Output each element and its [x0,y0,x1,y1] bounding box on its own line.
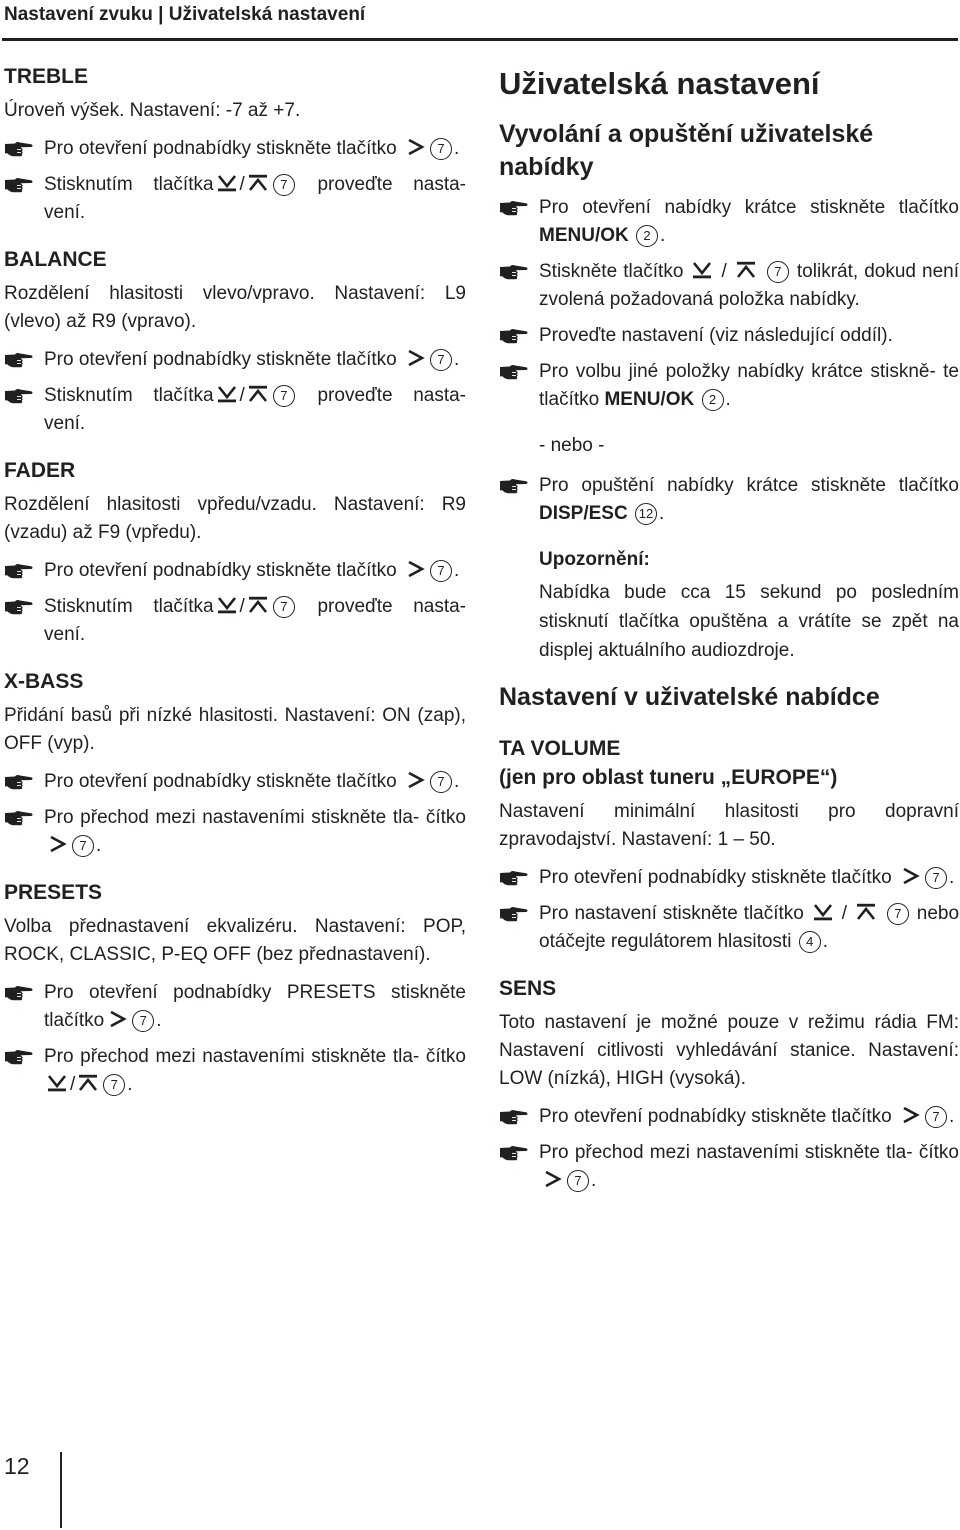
pointing-hand-icon [4,177,34,193]
button-number-badge: 7 [72,835,94,857]
button-number-badge: 7 [430,560,452,582]
step-item: Pro volbu jiné položky nabídky krátce stiskně- te tlačítko MENU/OK 2 . [499,358,959,414]
treble-description: Úroveň výšek. Nastavení: -7 až +7. [4,100,301,121]
menu-steps [499,194,959,414]
button-number-badge: 7 [103,1074,125,1096]
chevron-right-icon [404,771,426,789]
fader-section [4,456,466,649]
step-item: Pro otevření podnabídky stiskněte tlačítko 7 . [4,768,466,796]
down-bar-icon [216,385,238,403]
pointing-hand-icon [4,563,34,579]
pointing-hand-icon [499,364,529,380]
menu-ok-key: MENU/OK [604,389,695,410]
pointing-hand-icon [499,906,529,922]
chevron-right-icon [899,867,921,885]
presets-description: Volba přednastavení ekvalizéru. Nastavení: POP, ROCK, CLASSIC, P-EQ OFF (bez přednastavení). [4,916,466,965]
step-item: Stisknutím tlačítka / 7 proveďte nasta- vení. [4,382,466,438]
step-item: Pro přechod mezi nastaveními stiskněte tla- čítko/ 7 . [4,1043,466,1099]
pointing-hand-icon [499,1145,529,1161]
step-item: Pro přechod mezi nastaveními stiskněte tla- čítko7 . [499,1139,959,1195]
pointing-hand-icon [4,352,34,368]
note-text: Nabídka bude cca 15 sekund po posledním stisknutí tlačítka opuštěna a vrátíte se zpět na displej aktuálního audiozdroje. [539,582,959,661]
ta-volume-subheading: (jen pro oblast tuneru „EUROPE“) [499,766,838,789]
step-item: Pro otevření podnabídky stiskněte tlačítko 7 . [4,557,466,585]
page-number: 12 [4,1453,30,1479]
or-separator: - nebo - [539,435,605,456]
balance-description: Rozdělení hlasitosti vlevo/vpravo. Nastavení: L9 (vlevo) až R9 (vpravo). [4,283,466,332]
menu-ok-key: MENU/OK [539,225,629,246]
button-number-badge: 2 [702,389,724,411]
button-number-badge: 7 [430,138,452,160]
header-divider [2,38,958,41]
pointing-hand-icon [4,774,34,790]
step-item: Pro otevření podnabídky stiskněte tlačítko 7 . [4,346,466,374]
treble-heading: TREBLE [4,65,88,88]
sens-heading: SENS [499,977,557,1000]
ta-volume-heading: TA VOLUME [499,737,621,760]
chevron-right-icon [404,560,426,578]
sens-description: Toto nastavení je možné pouze v režimu rádia FM: Nastavení citlivosti vyhledávání stanice. Nastavení: LOW (nízká), HIGH (vysoká). [499,1012,959,1089]
chevron-right-icon [899,1106,921,1124]
page-header: Nastavení zvuku | Uživatelská nastavení [4,4,366,25]
pointing-hand-icon [499,200,529,216]
chevron-right-icon [46,835,68,853]
down-bar-icon [691,261,713,279]
xbass-section [4,667,466,860]
user-menu-settings-section [499,681,959,1195]
pointing-hand-icon [4,388,34,404]
xbass-description: Přidání basů při nízké hlasitosti. Nastavení: ON (zap), OFF (vyp). [4,705,466,754]
pointing-hand-icon [4,141,34,157]
up-bar-icon [77,1074,99,1092]
chevron-right-icon [404,138,426,156]
pointing-hand-icon [4,1049,34,1065]
xbass-heading: X-BASS [4,670,84,693]
button-number-badge: 7 [567,1170,589,1192]
menu-open-close-section [499,118,959,665]
fader-description: Rozdělení hlasitosti vpředu/vzadu. Nastavení: R9 (vzadu) až F9 (vpředu). [4,494,466,543]
pointing-hand-icon [4,985,34,1001]
treble-section [4,62,466,227]
down-bar-icon [216,174,238,192]
step-item: Stisknutím tlačítka / 7 proveďte nasta- vení. [4,171,466,227]
chevron-right-icon [404,349,426,367]
menu-exit-steps [499,472,959,528]
button-number-badge: 4 [799,931,821,953]
pointing-hand-icon [4,599,34,615]
up-bar-icon [247,174,269,192]
step-item: Pro otevření podnabídky stiskněte tlačítko 7 . [499,1103,959,1131]
pointing-hand-icon [499,328,529,344]
down-bar-icon [46,1074,68,1092]
left-column [4,62,466,1117]
button-number-badge: 7 [273,596,295,618]
chevron-right-icon [106,1010,128,1028]
step-item: Pro otevření podnabídky stiskněte tlačítko 7 . [499,864,959,892]
step-item: Pro otevření nabídky krátce stiskněte tlačítko MENU/OK 2 . [499,194,959,250]
up-bar-icon [735,261,757,279]
button-number-badge: 7 [887,903,909,925]
step-item: Pro opuštění nabídky krátce stiskněte tlačítko DISP/ESC 12 . [499,472,959,528]
button-number-badge: 7 [430,771,452,793]
pointing-hand-icon [499,478,529,494]
step-item: Proveďte nastavení (viz následující oddíl). [499,322,959,350]
down-bar-icon [812,903,834,921]
step-item: Pro otevření podnabídky stiskněte tlačítko 7 . [4,135,466,163]
pointing-hand-icon [499,870,529,886]
note-heading: Upozornění: [539,549,650,570]
button-number-badge: 12 [635,503,657,525]
balance-steps [4,346,466,438]
up-bar-icon [247,596,269,614]
button-number-badge: 7 [273,385,295,407]
step-item: Stiskněte tlačítko / 7 tolikrát, dokud není zvolená požadovaná položka nabídky. [499,258,959,314]
step-item: Pro otevření podnabídky PRESETS stiskněte tlačítko 7 . [4,979,466,1035]
button-number-badge: 7 [767,261,789,283]
down-bar-icon [216,596,238,614]
button-number-badge: 7 [925,1106,947,1128]
up-bar-icon [855,903,877,921]
up-bar-icon [247,385,269,403]
disp-esc-key: DISP/ESC [539,503,628,524]
sens-steps [499,1103,959,1195]
menu-open-close-heading: Vyvolání a opuštění uživatelské nabídky [499,120,874,181]
pointing-hand-icon [499,1109,529,1125]
fader-steps [4,557,466,649]
step-item: Stisknutím tlačítka / 7 proveďte nasta- vení. [4,593,466,649]
fader-heading: FADER [4,459,76,482]
chevron-right-icon [541,1170,563,1188]
button-number-badge: 2 [636,225,658,247]
xbass-steps [4,768,466,860]
button-number-badge: 7 [430,349,452,371]
treble-steps [4,135,466,227]
user-menu-settings-heading: Nastavení v uživatelské nabídce [499,683,880,711]
button-number-badge: 7 [132,1010,154,1032]
ta-volume-steps [499,864,959,956]
balance-heading: BALANCE [4,248,107,271]
button-number-badge: 7 [925,867,947,889]
button-number-badge: 7 [273,174,295,196]
presets-section [4,878,466,1099]
presets-heading: PRESETS [4,881,103,904]
presets-steps [4,979,466,1099]
ta-volume-description: Nastavení minimální hlasitosti pro dopravní zpravodajství. Nastavení: 1 – 50. [499,801,959,850]
pointing-hand-icon [4,810,34,826]
step-item: Pro nastavení stiskněte tlačítko / 7 nebo otáčejte regulátorem hlasitosti 4 . [499,900,959,956]
balance-section [4,245,466,438]
user-settings-title: Uživatelská nastavení [499,66,820,101]
page-number-divider [60,1452,62,1528]
right-column [499,64,959,1213]
pointing-hand-icon [499,264,529,280]
step-item: Pro přechod mezi nastaveními stiskněte tla- čítko7 . [4,804,466,860]
